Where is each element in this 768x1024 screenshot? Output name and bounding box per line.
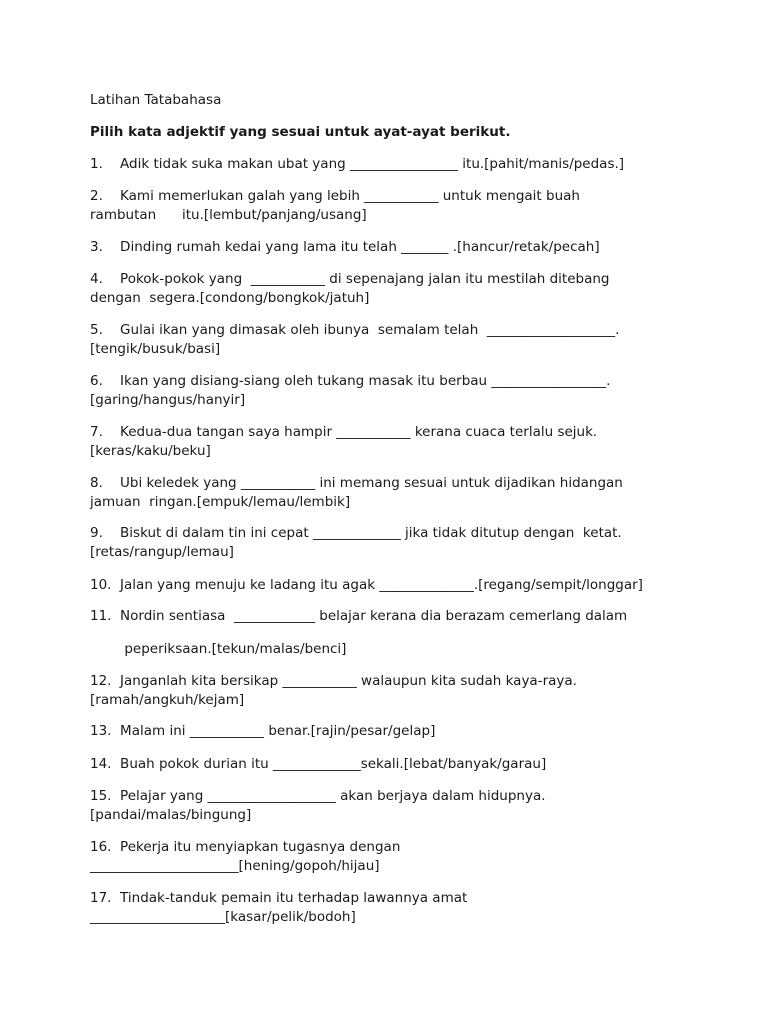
question-15-line: 15. Pelajar yang ___________________ akan berjaya dalam hidupnya. <box>90 788 546 804</box>
question-13-line: 13. Malam ini ___________ benar.[rajin/pesar/gelap] <box>90 723 436 739</box>
question-6-line: 6. Ikan yang disiang-siang oleh tukang masak itu berbau _________________. <box>90 373 611 389</box>
question-8-line: 8. Ubi keledek yang ___________ ini memang sesuai untuk dijadikan hidangan <box>90 475 623 491</box>
question-2-line: 2. Kami memerlukan galah yang lebih ___________ untuk mengait buah <box>90 188 580 204</box>
document-instruction: Pilih kata adjektif yang sesuai untuk ayat-ayat berikut. <box>90 124 511 140</box>
question-11-continuation: peperiksaan.[tekun/malas/benci] <box>90 641 347 657</box>
question-7-line: 7. Kedua-dua tangan saya hampir ___________ kerana cuaca terlalu sejuk. <box>90 424 598 440</box>
question-16-line: 16. Pekerja itu menyiapkan tugasnya dengan <box>90 839 401 855</box>
question-17-line: 17. Tindak-tanduk pemain itu terhadap lawannya amat <box>90 890 468 906</box>
question-16-continuation: ______________________[hening/gopoh/hijau] <box>90 858 380 874</box>
question-12-continuation: [ramah/angkuh/kejam] <box>90 692 245 708</box>
question-6-continuation: [garing/hangus/hanyir] <box>90 392 246 408</box>
question-8-continuation: jamuan ringan.[empuk/lemau/lembik] <box>90 494 351 510</box>
question-5-line: 5. Gulai ikan yang dimasak oleh ibunya semalam telah ___________________. <box>90 322 620 338</box>
question-12-line: 12. Janganlah kita bersikap ___________ walaupun kita sudah kaya-raya. <box>90 673 577 689</box>
question-3-line: 3. Dinding rumah kedai yang lama itu telah _______ .[hancur/retak/pecah] <box>90 239 600 255</box>
question-15-continuation: [pandai/malas/bingung] <box>90 807 252 823</box>
document-title: Latihan Tatabahasa <box>90 92 222 108</box>
question-17-continuation: ____________________[kasar/pelik/bodoh] <box>90 909 356 925</box>
question-7-continuation: [keras/kaku/beku] <box>90 443 211 459</box>
question-14-line: 14. Buah pokok durian itu _____________sekali.[lebat/banyak/garau] <box>90 756 547 772</box>
question-2-continuation: rambutan itu.[lembut/panjang/usang] <box>90 207 367 223</box>
question-4-continuation: dengan segera.[condong/bongkok/jatuh] <box>90 290 370 306</box>
question-4-line: 4. Pokok-pokok yang ___________ di sepenajang jalan itu mestilah ditebang <box>90 271 610 287</box>
question-11-line: 11. Nordin sentiasa ____________ belajar kerana dia berazam cemerlang dalam <box>90 608 628 624</box>
question-1-line: 1. Adik tidak suka makan ubat yang ________________ itu.[pahit/manis/pedas.] <box>90 156 625 172</box>
question-9-continuation: [retas/rangup/lemau] <box>90 544 234 560</box>
question-9-line: 9. Biskut di dalam tin ini cepat _____________ jika tidak ditutup dengan ketat. <box>90 525 622 541</box>
question-5-continuation: [tengik/busuk/basi] <box>90 341 221 357</box>
question-10-line: 10. Jalan yang menuju ke ladang itu agak ______________.[regang/sempit/longgar] <box>90 577 643 593</box>
